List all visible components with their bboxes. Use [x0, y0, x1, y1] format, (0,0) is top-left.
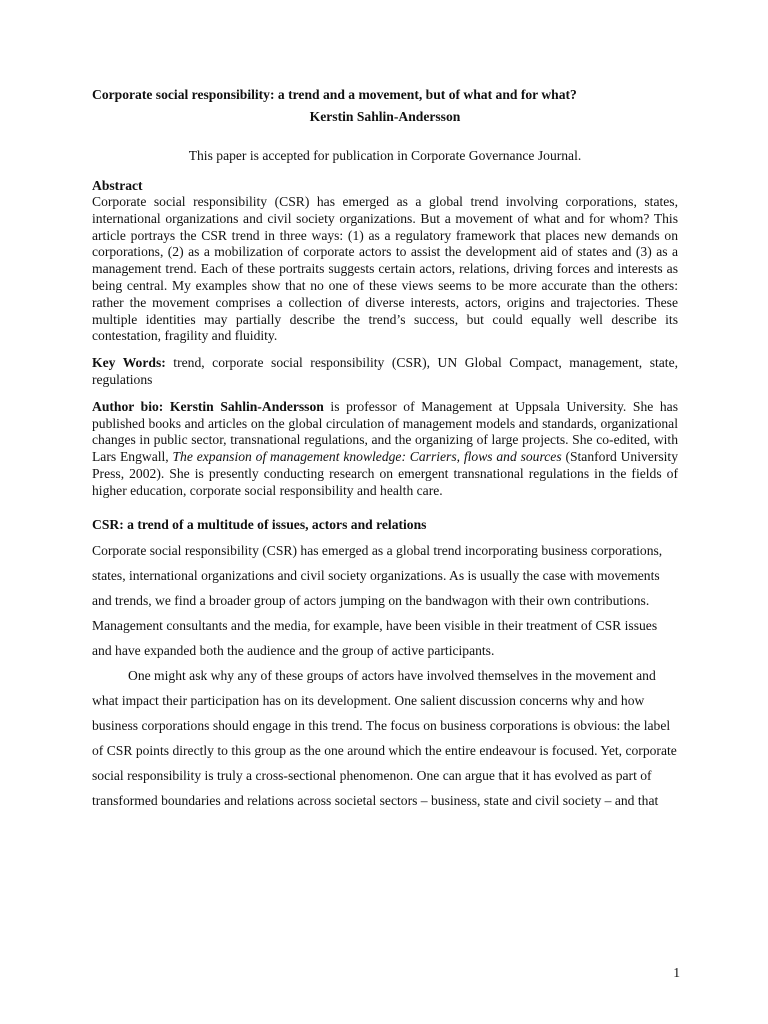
page-number: 1	[673, 965, 680, 980]
author-bio-paragraph	[92, 399, 678, 500]
body-paragraph-1: Corporate social responsibility (CSR) has emerged as a global trend incorporating business corporations, states, international organizations and civil society organizations. As is usually the case with movements and trends, we find a broader group of actors jumping on the bandwagon with their own contributions. Management consultants and the media, for example, have been visible in their treatment of CSR issues and have expanded both the audience and the group of active participants.	[92, 542, 663, 658]
page-content	[92, 86, 678, 813]
keywords-paragraph	[92, 355, 678, 389]
abstract-text: Corporate social responsibility (CSR) has emerged as a global trend involving corporations, states, international organizations and civil society organizations. But a movement of what and for whom? This article portrays the CSR trend in three ways: (1) as a regulatory framework that places new demands on corporations, (2) as a mobilization of corporate actors to assist the development aid of states and (3) as a management trend. Each of these portraits suggests certain actors, relations, driving forces and interests as being central. My examples show that no one of these views seems to be more accurate than the others: rather the movement comprises a collection of diverse interests, actors, origins and trajectories. These multiple identities may partially describe the trend’s success, but could equally well describe its contestation, fragility and fluidity.	[92, 194, 678, 344]
author-bio-text-2: (Stanford University Press, 2002). She is presently conducting research on emergent transnational regulations in the fields of higher education, corporate social responsibility and health care.	[92, 449, 678, 498]
keywords-label: Key Words:	[92, 355, 166, 371]
publication-note: This paper is accepted for publication in Corporate Governance Journal.	[188, 148, 582, 163]
author-bio-text-1: is professor of Management at Uppsala University. She has published books and articles on the global circulation of management models and standards, organizational changes in public sector, transnational regulations, and the organizing of large projects. She co-edited, with Lars Engwall,	[92, 398, 678, 465]
author-name: Kerstin Sahlin-Andersson	[309, 109, 461, 124]
paper-title: Corporate social responsibility: a trend and a movement, but of what and for what?	[92, 87, 577, 102]
book-title: The expansion of management knowledge: Carriers, flows and sources	[172, 449, 562, 465]
abstract-heading: Abstract	[92, 178, 143, 193]
section-heading: CSR: a trend of a multitude of issues, actors and relations	[92, 516, 427, 532]
body-paragraph-2: One might ask why any of these groups of actors have involved themselves in the movement and what impact their participation has on its development. One salient discussion concerns why and how business corporations should engage in this trend. The focus on business corporations is obvious: the label of CSR points directly to this group as the one around which the entire endeavour is focused. Yet, corporate social responsibility is truly a cross-sectional phenomenon. One can argue that it has evolved as part of transformed boundaries and relations across societal sectors – business, state and civil society – and that	[92, 667, 677, 808]
keywords-text: trend, corporate social responsibility (CSR), UN Global Compact, management, state, regulations	[92, 355, 679, 387]
author-bio-label: Author bio: Kerstin Sahlin-Andersson	[92, 398, 324, 414]
